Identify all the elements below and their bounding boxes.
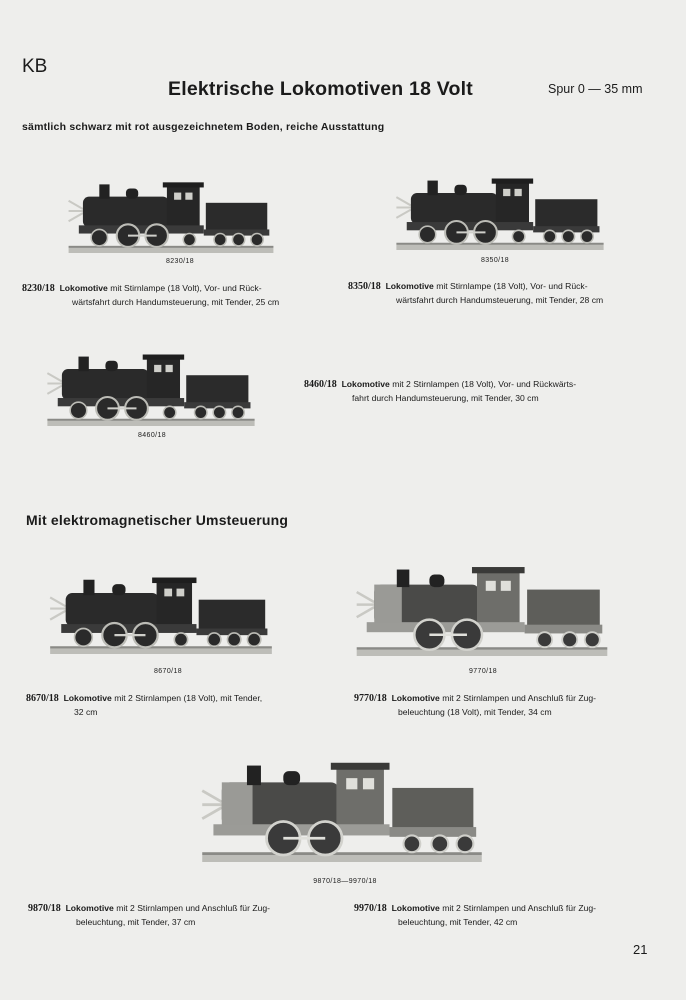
locomotive-image-9870 (166, 746, 518, 862)
locomotive-image-8460 (36, 340, 266, 426)
item-text-line1: mit 2 Stirnlampen und Anschluß für Zug- (442, 903, 596, 913)
item-text-line2: 32 cm (74, 706, 98, 717)
item-number: 8350/18 (348, 281, 381, 292)
item-number: 9770/18 (354, 693, 387, 704)
page-subtitle: sämtlich schwarz mit rot ausgezeichnetem Boden, reiche Ausstattung (22, 121, 385, 133)
image-caption: 9770/18 (468, 668, 498, 675)
item-label: Lokomotive (63, 693, 112, 703)
catalog-code: KB (22, 56, 48, 77)
item-text-line2: fahrt durch Handumsteuerung, mit Tender, 30 cm (352, 392, 539, 403)
item-label: Lokomotive (65, 903, 114, 913)
item-description (354, 692, 664, 719)
item-number: 8460/18 (304, 379, 337, 390)
locomotive-image-9770 (324, 552, 640, 656)
item-text-line1: mit 2 Stirnlampen und Anschluß für Zug- (116, 903, 270, 913)
item-number: 8670/18 (26, 693, 59, 704)
item-text-line1: mit Stirnlampe (18 Volt), Vor- und Rück- (110, 283, 262, 293)
locomotive-image-8350 (390, 164, 610, 250)
item-text-line1: mit 2 Stirnlampen und Anschluß für Zug- (442, 693, 596, 703)
image-caption: 8230/18 (165, 258, 195, 265)
item-description (28, 902, 338, 929)
item-text-line1: mit 2 Stirnlampen (18 Volt), mit Tender, (114, 693, 263, 703)
item-text-line2: wärtsfahrt durch Handumsteuerung, mit Tender, 28 cm (396, 294, 604, 305)
item-text-line2: beleuchtung, mit Tender, 42 cm (398, 916, 518, 927)
item-label: Lokomotive (385, 281, 434, 291)
item-description (348, 280, 668, 307)
item-description (354, 902, 664, 929)
item-text-line1: mit 2 Stirnlampen (18 Volt), Vor- und Rückwärts- (392, 379, 577, 389)
image-caption: 8350/18 (480, 257, 510, 264)
locomotive-image-8230 (66, 168, 276, 253)
image-caption: 8460/18 (137, 432, 167, 439)
section-title: Mit elektromagnetischer Umsteuerung (26, 512, 289, 528)
item-label: Lokomotive (391, 903, 440, 913)
page-number: 21 (633, 942, 648, 957)
item-description (304, 378, 654, 405)
item-text-line2: beleuchtung (18 Volt), mit Tender, 34 cm (398, 706, 552, 717)
item-text-line1: mit Stirnlampe (18 Volt), Vor- und Rück- (436, 281, 588, 291)
item-description (22, 282, 342, 309)
item-number: 8230/18 (22, 283, 55, 294)
image-caption: 9870/18—9970/18 (313, 878, 377, 885)
item-label: Lokomotive (341, 379, 390, 389)
item-label: Lokomotive (59, 283, 108, 293)
item-number: 9870/18 (28, 903, 61, 914)
gauge-label: Spur 0 — 35 mm (548, 82, 643, 96)
item-text-line2: beleuchtung, mit Tender, 37 cm (76, 916, 196, 927)
item-text-line2: wärtsfahrt durch Handumsteuerung, mit Tender, 25 cm (72, 296, 280, 307)
locomotive-image-8670 (36, 562, 286, 654)
item-number: 9970/18 (354, 903, 387, 914)
item-label: Lokomotive (391, 693, 440, 703)
image-caption: 8670/18 (153, 668, 183, 675)
item-description (26, 692, 336, 719)
page-title: Elektrische Lokomotiven 18 Volt (168, 78, 473, 100)
